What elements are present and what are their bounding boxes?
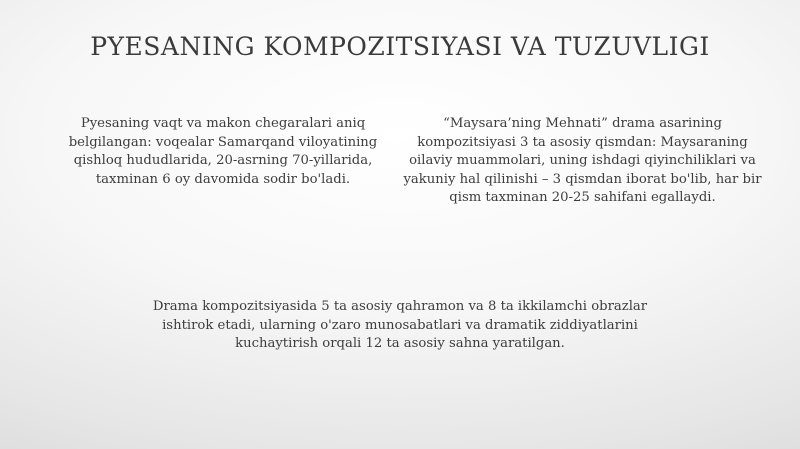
slide-title: PYESANING KOMPOZITSIYASI VA TUZUVLIGI [90,32,710,61]
bottom-text-block: Drama kompozitsiyasida 5 ta asosiy qahramon va 8 ta ikkilamchi obrazlar ishtirok etadi, ularning o'zaro munosabatlari va dramatik ziddiyatlarini kuchaytirish orqali 12 ta asosiy sahna yaratilgan. [152,299,648,351]
right-text-block: “Maysara’ning Mehnati” drama asarining kompozitsiyasi 3 ta asosiy qismdan: Maysaraning oilaviy muammolari, uning ishdagi qiyinchiliklari va yakuniy hal qilinishi – 3 qismdan iborat bo'lib, har bir qism taxminan 20-25 sahifani egallaydi. [403,116,762,205]
left-text-block: Pyesaning vaqt va makon chegaralari aniq belgilangan: voqealar Samarqand viloyatining qishloq hududlarida, 20-asrning 70-yillarida, taxminan 6 oy davomida sodir bo'ladi. [68,116,378,187]
